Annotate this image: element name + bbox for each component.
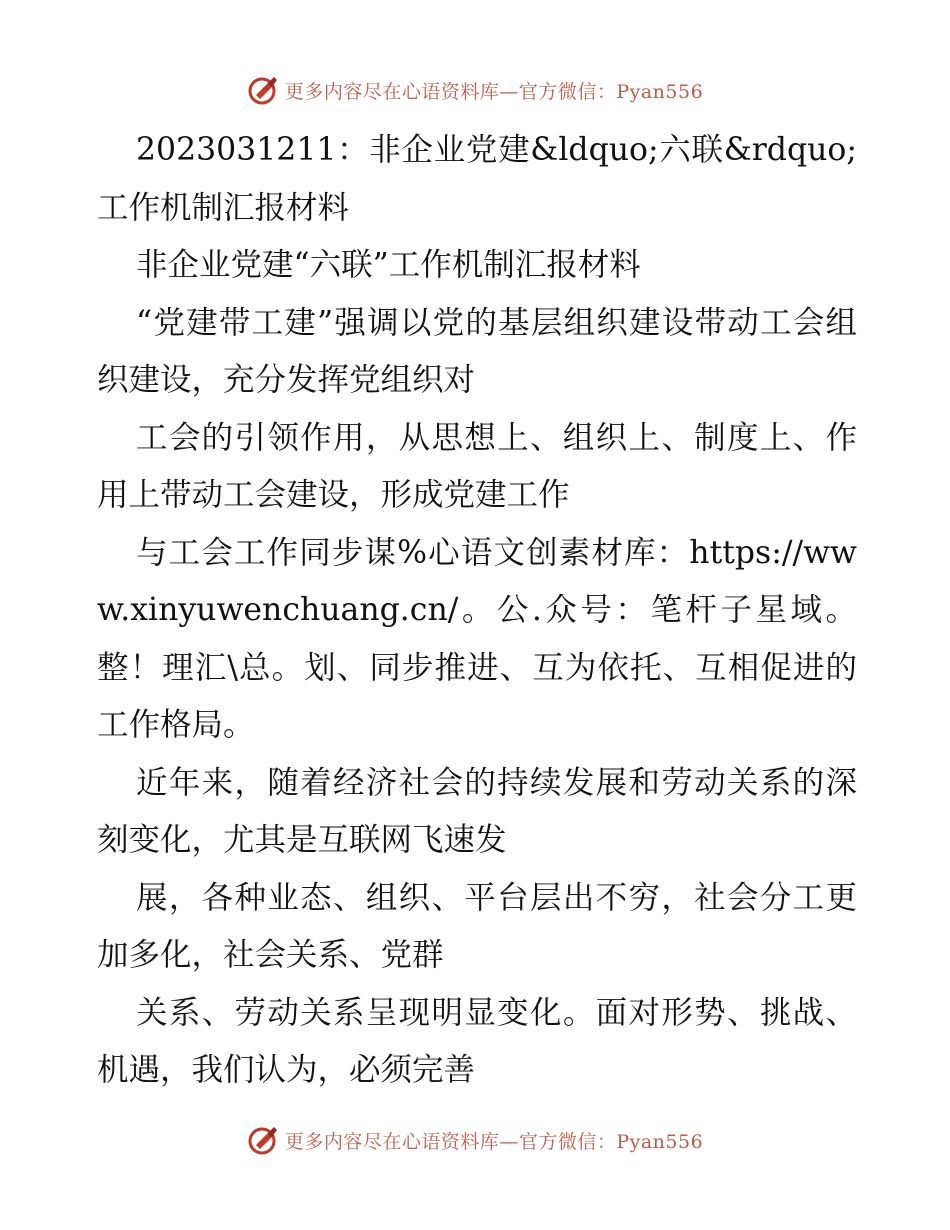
watermark-logo-icon	[247, 1123, 281, 1157]
paragraph: 关系、劳动关系呈现明显变化。面对形势、挑战、机遇，我们认为，必须完善	[97, 994, 857, 1088]
paragraph: “党建带工建”强调以党的基层组织建设带动工会组织建设，充分发挥党组织对	[97, 304, 857, 398]
document-heading: 非企业党建“六联”工作机制汇报材料	[136, 247, 641, 283]
paragraph: 工会的引领作用，从思想上、组织上、制度上、作用上带动工会建设，形成党建工作	[97, 419, 857, 513]
document-body	[97, 122, 857, 1100]
header-watermark-text: 更多内容尽在心语资料库—官方微信：Pyan556	[284, 80, 704, 103]
header-watermark	[0, 70, 950, 110]
paragraph: 近年来，随着经济社会的持续发展和劳动关系的深刻变化，尤其是互联网飞速发	[97, 764, 857, 858]
document-title-line: 2023031211：非企业党建&ldquo;六联&rdquo;工作机制汇报材料	[97, 132, 857, 226]
watermark-logo-icon	[247, 73, 281, 107]
paragraph: 展，各种业态、组织、平台层出不穷，社会分工更加多化，社会关系、党群	[97, 879, 857, 973]
footer-watermark-text: 更多内容尽在心语资料库—官方微信：Pyan556	[284, 1130, 704, 1153]
paragraph: 与工会工作同步谋%心语文创素材库：https://www.xinyuwenchuang.cn/。公.众号：笔杆子星域。整！理汇\总。划、同步推进、互为依托、互相促进的工作格局。	[97, 534, 857, 743]
footer-watermark	[0, 1120, 950, 1160]
